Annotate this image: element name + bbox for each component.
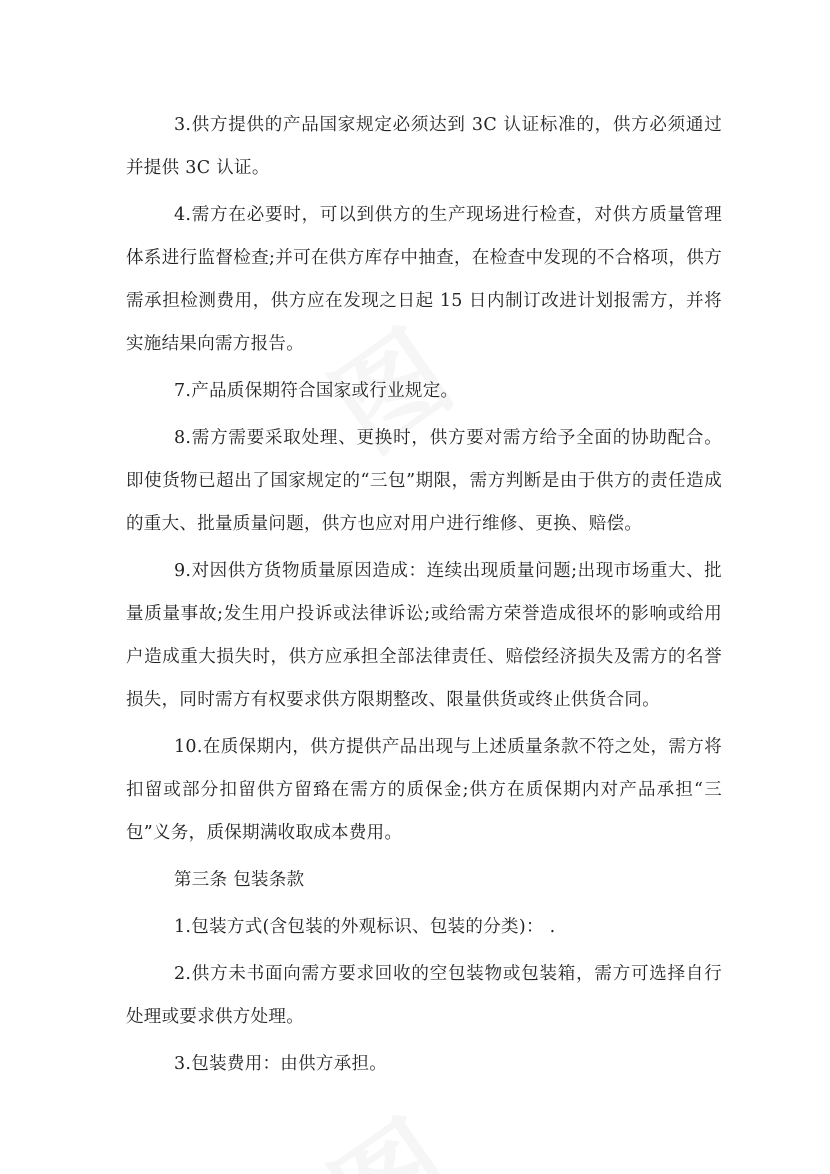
paragraph-packaging-3: 3.包装费用：由供方承担。 [174, 1054, 388, 1074]
document-body [126, 104, 722, 1090]
paragraph-packaging-2: 2.供方未书面向需方要求回收的空包装物或包装箱，需方可选择自行处理或要求供方处理。 [126, 964, 722, 1027]
paragraph-clause-8: 8.需方需要采取处理、更换时，供方要对需方给予全面的协助配合。即使货物已超出了国家规定的“三包”期限，需方判断是由于供方的责任造成的重大、批量质量问题，供方也应对用户进行维修、更换、赔偿。 [126, 428, 722, 534]
paragraph-clause-10: 10.在质保期内，供方提供产品出现与上述质量条款不符之处，需方将扣留或部分扣留供方留臵在需方的质保金;供方在质保期内对产品承担“三包”义务，质保期满收取成本费用。 [126, 737, 722, 843]
paragraph-clause-9: 9.对因供方货物质量原因造成：连续出现质量问题;出现市场重大、批量质量事故;发生用户投诉或法律诉讼;或给需方荣誉造成很坏的影响或给用户造成重大损失时，供方应承担全部法律责任、赔偿经济损失及需方的名誉损失，同时需方有权要求供方限期整改、限量供货或终止供货合同。 [126, 561, 722, 710]
paragraph-clause-3: 3.供方提供的产品国家规定必须达到 3C 认证标准的，供方必须通过并提供 3C 认证。 [126, 115, 722, 178]
section-heading-packaging: 第三条 包装条款 [174, 870, 305, 890]
paragraph-clause-7: 7.产品质保期符合国家或行业规定。 [174, 381, 459, 401]
paragraph-clause-4: 4.需方在必要时，可以到供方的生产现场进行检查，对供方质量管理体系进行监督检查;并可在供方库存中抽查，在检查中发现的不合格项，供方需承担检测费用，供方应在发现之日起 15 日内制订改进计划报需方，并将实施结果向需方报告。 [126, 205, 722, 354]
paragraph-packaging-1: 1.包装方式(含包装的外观标识、包装的分类)： . [174, 917, 556, 937]
